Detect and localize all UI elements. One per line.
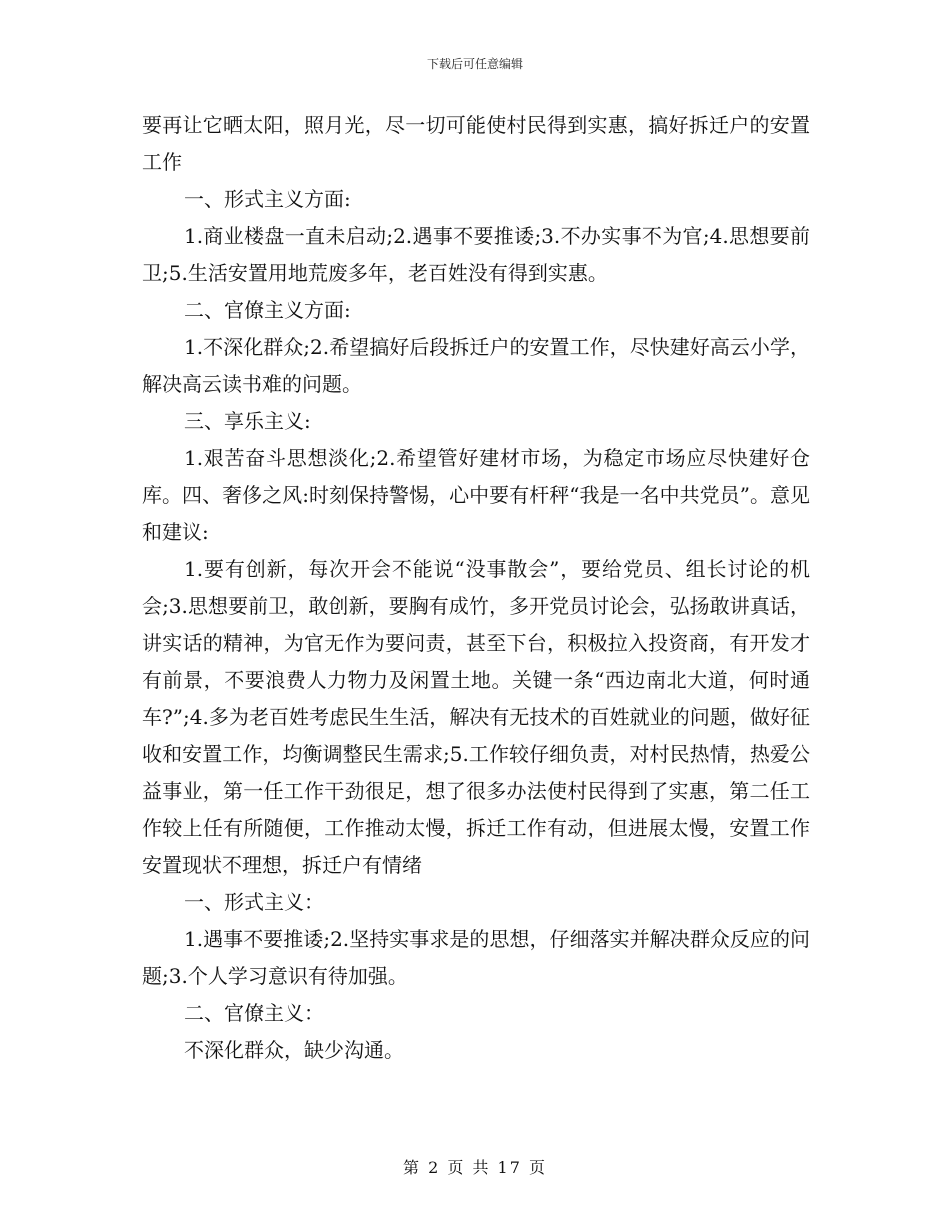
paragraph-formalism-items: 1.商业楼盘一直未启动;2.遇事不要推诿;3.不办实事不为官;4.思想要前卫;5.生活安置用地荒废多年，老百姓没有得到实惠。 — [142, 224, 810, 285]
heading-formalism: 一、形式主义： — [184, 890, 324, 914]
heading-hedonism: 三、享乐主义: — [184, 409, 311, 433]
paragraph-bureaucratism-items-2: 不深化群众，缺少沟通。 — [184, 1038, 404, 1062]
paragraph-formalism-items-2: 1.遇事不要推诿;2.坚持实事求是的思想，仔细落实并解决群众反应的问题;3.个人学习意识有待加强。 — [142, 927, 810, 988]
paragraph-bureaucratism-items: 1.不深化群众;2.希望搞好后段拆迁户的安置工作，尽快建好高云小学，解决高云读书难的问题。 — [142, 335, 810, 396]
heading-formalism-aspect: 一、形式主义方面: — [184, 187, 351, 211]
page-header: 下载后可任意编辑 — [426, 57, 523, 71]
heading-bureaucratism: 二、官僚主义： — [184, 1001, 324, 1025]
paragraph-suggestions: 1.要有创新，每次开会不能说“没事散会”，要给党员、组长讨论的机会;3.思想要前卫，敢创新，要胸有成竹，多开党员讨论会，弘扬敢讲真话，讲实话的精神，为官无作为要问责，甚至下台，积极拉入投资商，有开发才有前景，不要浪费人力物力及闲置土地。关键一条“西边南北大道，何时通车?”;4.多为老百姓考虑民生生活，解决有无技术的百姓就业的问题，做好征收和安置工作，均衡调整民生需求;5.工作较仔细负责，对村民热情，热爱公益事业，第一任工作干劲很足，想了很多办法使村民得到了实惠，第二任工作较上任有所随便，工作推动太慢，拆迁工作有动，但进展太慢，安置工作安置现状不理想，拆迁户有情绪 — [142, 557, 810, 877]
page-number: 第 2 页 共 17 页 — [403, 1158, 547, 1177]
paragraph-intro: 要再让它晒太阳，照月光，尽一切可能使村民得到实惠，搞好拆迁户的安置工作 — [142, 113, 810, 174]
heading-bureaucratism-aspect: 二、官僚主义方面: — [184, 298, 351, 322]
document-body — [142, 107, 810, 1069]
paragraph-hedonism-items: 1.艰苦奋斗思想淡化;2.希望管好建材市场，为稳定市场应尽快建好仓库。四、奢侈之风:时刻保持警惕，心中要有杆秤“我是一名中共党员”。意见和建议: — [142, 446, 810, 544]
